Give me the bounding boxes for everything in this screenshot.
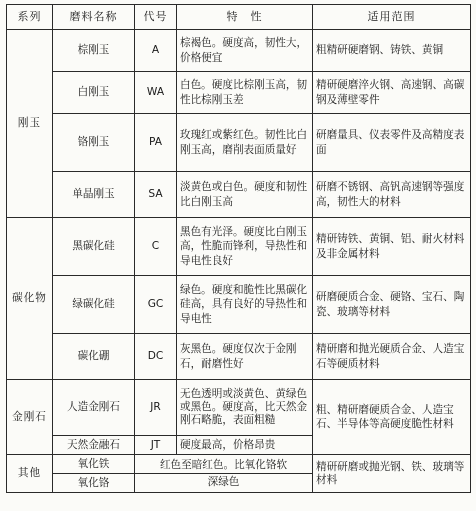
row-code: WA bbox=[135, 72, 177, 114]
row-property-span bbox=[135, 455, 313, 493]
row-code: DC bbox=[135, 334, 177, 380]
row-property: 红色至暗红色。比氧化铬软 bbox=[135, 457, 312, 474]
header-property: 特 性 bbox=[177, 5, 313, 30]
table-row bbox=[7, 30, 471, 72]
table-row bbox=[7, 455, 471, 474]
row-property: 无色透明或淡黄色、黄绿色或黑色。硬度高，比天然金刚石略脆，表面粗糙 bbox=[177, 380, 313, 436]
header-code: 代号 bbox=[135, 5, 177, 30]
row-name: 铬刚玉 bbox=[53, 114, 135, 172]
row-name: 天然金融石 bbox=[53, 436, 135, 455]
table-row bbox=[7, 276, 471, 334]
group-carbide: 碳化物 bbox=[7, 218, 53, 380]
row-application: 精研硬磨淬火钢、高速钢、高碳钢及薄壁零件 bbox=[313, 72, 471, 114]
table-row bbox=[7, 334, 471, 380]
row-application: 精研磨和抛光硬质合金、人造宝石等硬质材料 bbox=[313, 334, 471, 380]
row-application: 研磨硬质合金、硬铬、宝石、陶瓷、玻璃等材料 bbox=[313, 276, 471, 334]
row-name: 人造金刚石 bbox=[53, 380, 135, 436]
row-code: JR bbox=[135, 380, 177, 436]
row-name: 棕刚玉 bbox=[53, 30, 135, 72]
row-name: 黑碳化硅 bbox=[53, 218, 135, 276]
group-corundum: 刚玉 bbox=[7, 30, 53, 218]
row-code: A bbox=[135, 30, 177, 72]
table-header-row bbox=[7, 5, 471, 30]
header-series: 系列 bbox=[7, 5, 53, 30]
row-property: 棕褐色。硬度高，韧性大，价格便宜 bbox=[177, 30, 313, 72]
row-property: 灰黑色。硬度仅次于金刚石，耐磨性好 bbox=[177, 334, 313, 380]
row-property: 绿色。硬度和脆性比黑碳化硅高，具有良好的导热性和导电性 bbox=[177, 276, 313, 334]
row-code: PA bbox=[135, 114, 177, 172]
row-name: 氧化铬 bbox=[53, 474, 135, 493]
row-name: 绿碳化硅 bbox=[53, 276, 135, 334]
row-application: 精研铸铁、黄铜、铝、耐火材料及非金属材料 bbox=[313, 218, 471, 276]
row-property: 黑色有光泽。硬度比白刚玉高，性脆而锋利，导热性和导电性良好 bbox=[177, 218, 313, 276]
table-row bbox=[7, 218, 471, 276]
table-row bbox=[7, 114, 471, 172]
row-application: 粗精研硬磨钢、铸铁、黄铜 bbox=[313, 30, 471, 72]
row-property: 硬度最高，价格昂贵 bbox=[177, 436, 313, 455]
table-row bbox=[7, 72, 471, 114]
group-other: 其他 bbox=[7, 455, 53, 493]
table-row bbox=[7, 172, 471, 218]
row-code: C bbox=[135, 218, 177, 276]
abrasives-table bbox=[6, 4, 471, 493]
row-code: JT bbox=[135, 436, 177, 455]
group-diamond: 金刚石 bbox=[7, 380, 53, 455]
row-application: 粗、精研磨硬质合金、人造宝石、半导体等高硬度脆性材料 bbox=[313, 380, 471, 455]
table-row bbox=[7, 380, 471, 436]
row-property: 淡黄色或白色。硬度和韧性比白刚玉高 bbox=[177, 172, 313, 218]
row-code: GC bbox=[135, 276, 177, 334]
row-name: 单晶刚玉 bbox=[53, 172, 135, 218]
row-application: 研磨量具、仪表零件及高精度表面 bbox=[313, 114, 471, 172]
row-code: SA bbox=[135, 172, 177, 218]
row-name: 氧化铁 bbox=[53, 455, 135, 474]
row-property: 玫瑰红或紫红色。韧性比白刚玉高，磨削表面质量好 bbox=[177, 114, 313, 172]
row-name: 白刚玉 bbox=[53, 72, 135, 114]
row-application: 研磨不锈钢、高钒高速钢等强度高，韧性大的材料 bbox=[313, 172, 471, 218]
header-name: 磨料名称 bbox=[53, 5, 135, 30]
row-property: 白色。硬度比棕刚玉高，韧性比棕刚玉差 bbox=[177, 72, 313, 114]
header-application: 适用范围 bbox=[313, 5, 471, 30]
row-application: 精研研磨或抛光钢、铁、玻璃等材料 bbox=[313, 455, 471, 493]
row-property: 深绿色 bbox=[207, 476, 240, 488]
row-name: 碳化硼 bbox=[53, 334, 135, 380]
